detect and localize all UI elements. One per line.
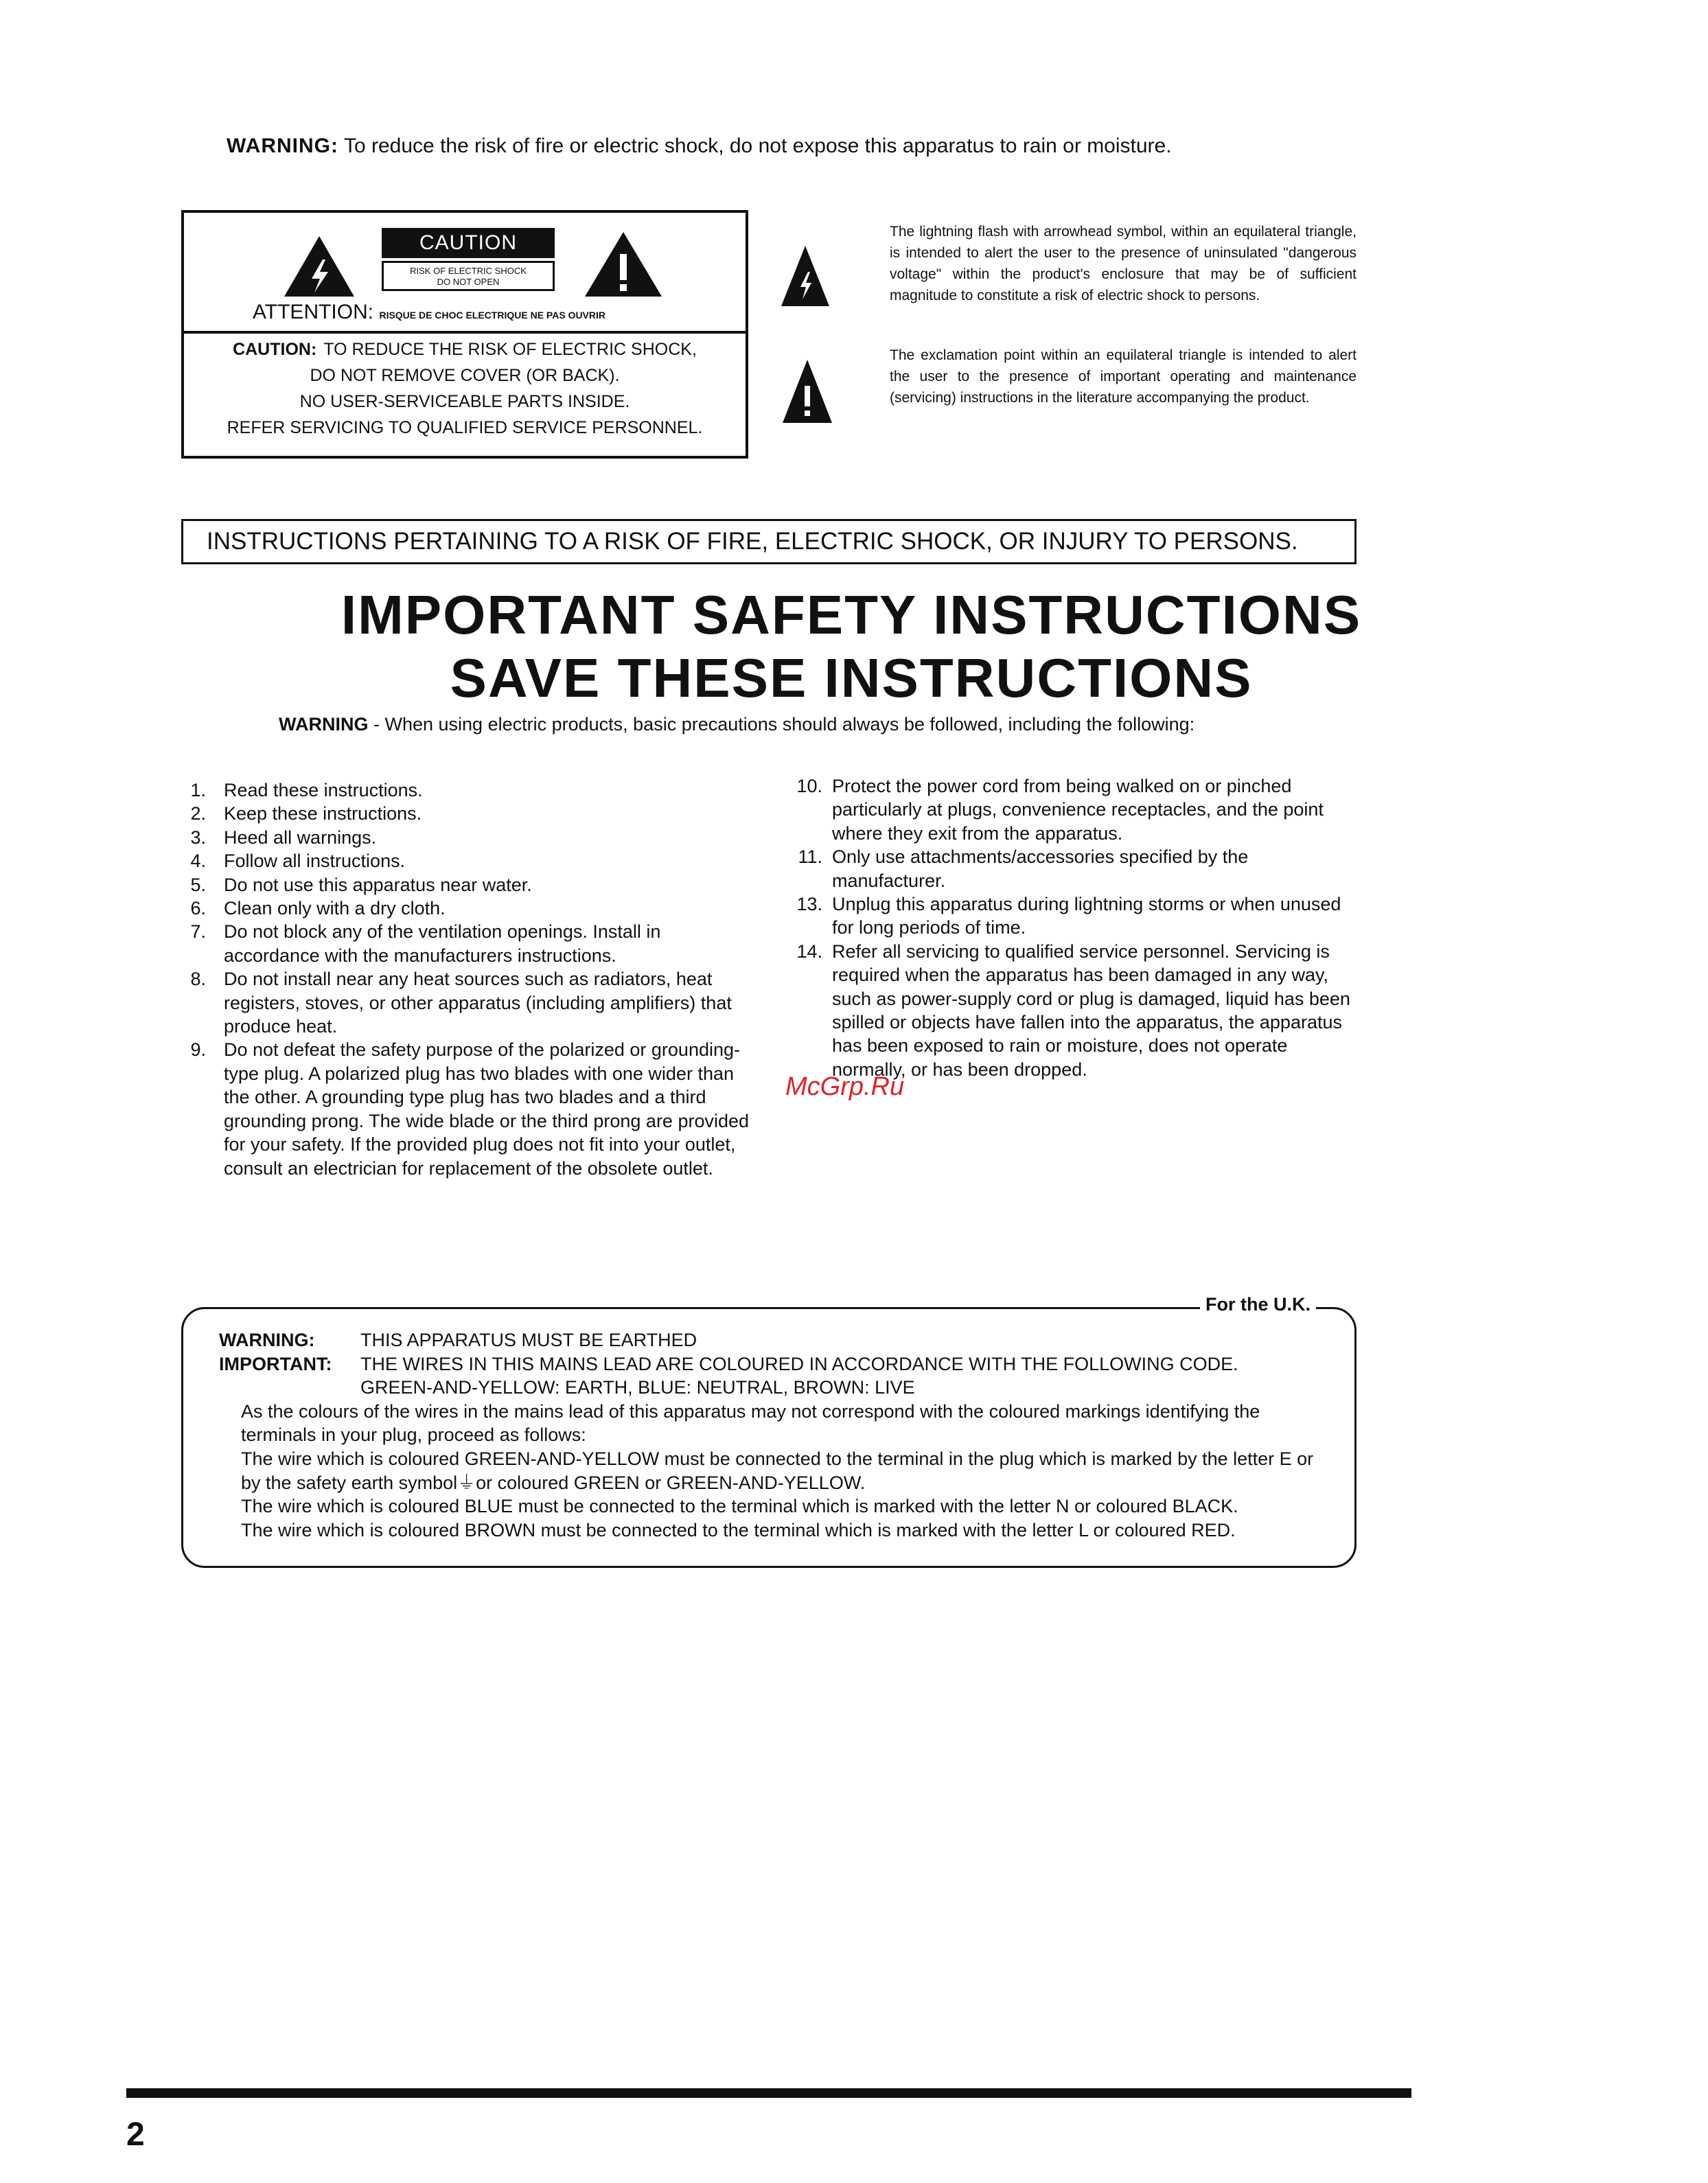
page-title: IMPORTANT SAFETY INSTRUCTIONS: [341, 584, 1362, 645]
caution-header: CAUTION: [382, 228, 555, 258]
list-item-text: Follow all instructions.: [224, 851, 406, 872]
caution-subheader: [382, 261, 555, 291]
uk-para-1: [219, 1400, 1327, 1447]
list-item-text: Do not use this apparatus near water.: [224, 874, 532, 895]
lightning-symbol-icon: [780, 244, 831, 308]
list-item: [178, 849, 755, 873]
uk-para-2: [219, 1447, 1327, 1494]
list-item: [178, 1038, 755, 1179]
page-number: 2: [126, 2116, 145, 2153]
uk-content: [219, 1328, 1327, 1542]
watermark: McGrp.Ru: [785, 1072, 905, 1101]
list-item-text: Unplug this apparatus during lightning storms or when unused for long periods of time.: [832, 894, 1341, 938]
list-item-number: 11.: [798, 846, 822, 868]
attention-text: RISQUE DE CHOC ELECTRIQUE NE PAS OUVRIR: [379, 310, 606, 321]
list-item-number: 7.: [190, 921, 206, 943]
safety-list-right: [787, 774, 1363, 1081]
general-warning-label: WARNING: [279, 714, 369, 735]
caution-box-header: [184, 213, 746, 334]
caution-line-1: TO REDUCE THE RISK OF ELECTRIC SHOCK,: [323, 340, 697, 359]
list-item-text: Only use attachments/accessories specified by the manufacturer.: [832, 846, 1249, 891]
list-item-text: Clean only with a dry cloth.: [224, 898, 446, 919]
list-item-number: 1.: [190, 780, 206, 800]
caution-body-label: CAUTION:: [233, 340, 317, 359]
list-item: [787, 940, 1363, 1081]
uk-code-row: [219, 1376, 1327, 1400]
list-item-number: 4.: [190, 851, 206, 872]
uk-label: For the U.K.: [1200, 1294, 1316, 1315]
list-item-text: Refer all servicing to qualified service personnel. Servicing is required when the apparatus has been damaged in any way, such as power-supply cord or plug is damaged, liquid has been spilled or objects have fallen into the apparatus, the apparatus has been exposed to rain or moisture, does not operate normally, or has been dropped.: [832, 940, 1350, 1080]
list-item-number: 10.: [796, 776, 822, 796]
exclamation-symbol-text: The exclamation point within an equilateral triangle is intended to alert the user to the presence of important operating and maintenance (servicing) instructions in the literature accompanying the product.: [890, 347, 1357, 406]
safety-list-left: [178, 778, 755, 1180]
top-warning: [227, 135, 1172, 158]
caution-body: [184, 336, 746, 441]
list-item-text: Do not install near any heat sources such as radiators, heat registers, stoves, or other apparatus (including amplifiers) that produce heat.: [224, 969, 732, 1037]
list-item-text: Do not defeat the safety purpose of the polarized or grounding-type plug. A polarized plug has two blades with one wider than the other. A grounding type plug has two blades and a third grounding prong. The wide blade or the third prong are provided for your safety. If the provided plug does not fit into your outlet, consult an electrician for replacement of the obsolete outlet.: [224, 1039, 750, 1179]
lightning-symbol-text: The lightning flash with arrowhead symbol, within an equilateral triangle, is intended to alert the user to the presence of uninsulated "dangerous voltage" within the product's enclosure that may be of sufficient magnitude to constitute a risk of electric shock to persons.: [890, 224, 1357, 303]
uk-code-text: GREEN-AND-YELLOW: EARTH, BLUE: NEUTRAL, BROWN: LIVE: [360, 1377, 915, 1398]
caution-line-3: NO USER-SERVICEABLE PARTS INSIDE.: [299, 392, 630, 411]
list-item-number: 14.: [796, 940, 822, 962]
attention-line: [253, 301, 605, 324]
list-item: [178, 778, 755, 802]
footer-rule: [126, 2088, 1411, 2098]
exclamation-symbol-icon: [781, 358, 833, 424]
instructions-banner: INSTRUCTIONS PERTAINING TO A RISK OF FIRE, ELECTRIC SHOCK, OR INJURY TO PERSONS.: [181, 519, 1357, 564]
list-item-number: 6.: [190, 898, 206, 919]
list-item: [787, 892, 1363, 940]
uk-important-text: THE WIRES IN THIS MAINS LEAD ARE COLOURED IN ACCORDANCE WITH THE FOLLOWING CODE.: [360, 1353, 1238, 1374]
uk-para-2a-text: The wire which is coloured GREEN-AND-YELLOW must be connected to the terminal in the plug which is marked by the letter E or by the safety earth symbol: [241, 1448, 1314, 1493]
attention-label: ATTENTION:: [253, 301, 374, 323]
uk-important-row: [219, 1352, 1327, 1376]
caution-subheader-line1: RISK OF ELECTRIC SHOCK: [410, 266, 527, 276]
list-item-text: Keep these instructions.: [224, 803, 422, 824]
list-item: [178, 920, 755, 967]
list-item-number: 3.: [190, 827, 206, 848]
caution-subheader-line2: DO NOT OPEN: [437, 277, 500, 287]
uk-para-2b-text: or coloured GREEN or GREEN-AND-YELLOW.: [476, 1472, 866, 1493]
list-item-number: 9.: [190, 1039, 206, 1061]
list-item-text: Do not block any of the ventilation openings. Install in accordance with the manufacturers instructions.: [224, 921, 661, 966]
list-item-number: 13.: [796, 894, 822, 915]
list-item: [178, 802, 755, 825]
list-item: [178, 967, 755, 1038]
list-item-text: Read these instructions.: [224, 780, 423, 800]
uk-para-4: The wire which is coloured BROWN must be connected to the terminal which is marked with the letter L or coloured RED.: [241, 1519, 1236, 1540]
general-warning: [279, 714, 1195, 735]
list-item-text: Protect the power cord from being walked on or pinched particularly at plugs, convenience receptacles, and the point where they exit from the apparatus.: [832, 776, 1324, 844]
caution-line-4: REFER SERVICING TO QUALIFIED SERVICE PERSONNEL.: [227, 418, 703, 437]
list-item: [787, 845, 1363, 892]
list-item: [787, 774, 1363, 845]
list-item: [178, 873, 755, 897]
top-warning-label: WARNING:: [227, 135, 338, 157]
list-item-text: Heed all warnings.: [224, 827, 377, 848]
uk-warning-text: THIS APPARATUS MUST BE EARTHED: [360, 1330, 697, 1350]
uk-important-key: IMPORTANT:: [219, 1353, 332, 1374]
list-item-number: 8.: [190, 969, 206, 990]
list-item: [178, 826, 755, 849]
list-item: [178, 897, 755, 920]
uk-para-1-text: As the colours of the wires in the mains lead of this apparatus may not correspond with the coloured markings identifying the terminals in your plug, proceed as follows:: [241, 1400, 1260, 1446]
caution-line-2: DO NOT REMOVE COVER (OR BACK).: [310, 366, 620, 385]
list-item-number: 5.: [190, 874, 206, 895]
general-warning-text: - When using electric products, basic precautions should always be followed, including the following:: [368, 714, 1195, 735]
page-subtitle: SAVE THESE INSTRUCTIONS: [450, 647, 1253, 708]
list-item-number: 2.: [190, 803, 206, 824]
top-warning-text: To reduce the risk of fire or electric shock, do not expose this apparatus to rain or moisture.: [343, 135, 1172, 157]
exclamation-warning-icon: [582, 229, 665, 299]
uk-wiring-box: [181, 1294, 1357, 1568]
caution-label-box: [181, 210, 748, 459]
earth-symbol-icon: ⏚: [457, 1472, 476, 1493]
uk-warning-key: WARNING:: [219, 1330, 315, 1350]
uk-warning-row: [219, 1328, 1327, 1352]
lightning-warning-icon: [281, 233, 357, 299]
uk-para-3: The wire which is coloured BLUE must be connected to the terminal which is marked with the letter N or coloured BLACK.: [241, 1496, 1238, 1517]
